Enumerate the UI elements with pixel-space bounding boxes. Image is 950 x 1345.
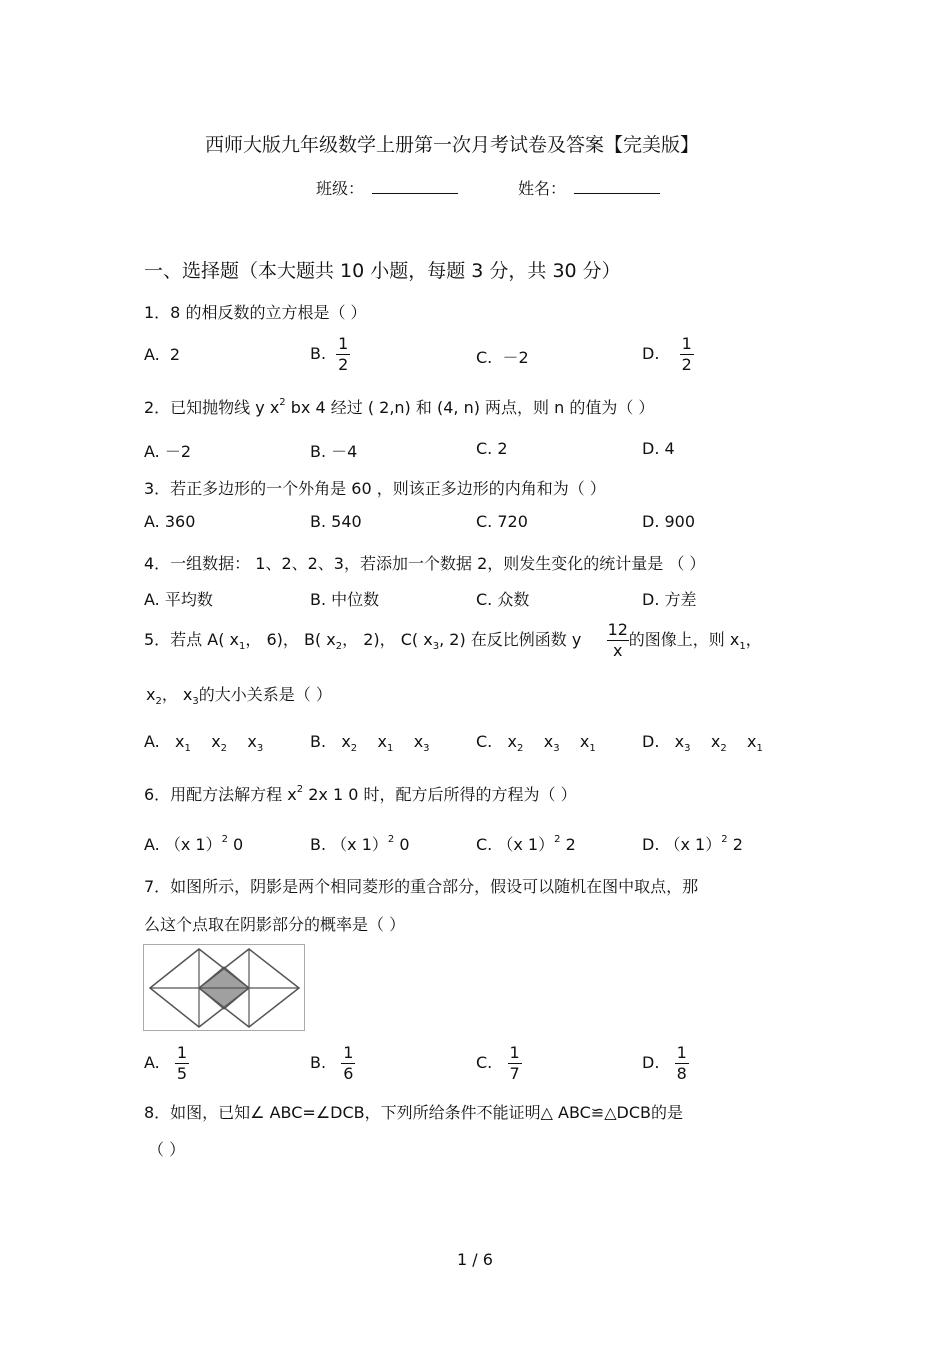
q4-option-b: B. 中位数: [310, 590, 380, 609]
q5-option-c: C. $x_2$ $x_3$ $x_1$: [476, 732, 596, 754]
q1-option-b: B. $\frac{1}{2}$: [310, 334, 349, 374]
question-1-stem: 1．8 的相反数的立方根是（ ）: [144, 303, 367, 322]
q5-option-d: D. $x_3$ $x_2$ $x_1$: [642, 732, 763, 754]
q7-option-c: C. $\frac{1}{7}$: [476, 1043, 520, 1083]
q6-option-c: C. （x 1）$^2$ 2: [476, 834, 576, 854]
page-number: 1 / 6: [457, 1250, 493, 1269]
q3-option-a: A. 360: [144, 512, 196, 531]
q2-option-c: C. 2: [476, 439, 508, 458]
question-8-stem-line2: （ ）: [148, 1140, 186, 1159]
fraction: $\frac{1}{8}$: [676, 1043, 687, 1083]
q6-option-b: B. （x 1）$^2$ 0: [310, 834, 410, 854]
fraction: $\frac{1}{2}$: [338, 334, 349, 374]
document-title: 西师大版九年级数学上册第一次月考试卷及答案【完美版】: [204, 134, 699, 156]
rhombus-figure: [143, 944, 305, 1031]
question-8-stem-line1: 8．如图，已知∠ ABC=∠DCB，下列所给条件不能证明△ ABC≌△DCB的是: [144, 1103, 684, 1122]
fraction: $\frac{1}{5}$: [176, 1043, 188, 1083]
fraction: $\frac{12}{x}$: [607, 620, 628, 660]
q6-option-d: D. （x 1）$^2$ 2: [642, 834, 743, 854]
fraction: $\frac{1}{7}$: [509, 1043, 520, 1083]
q1-option-c: C. －2: [476, 348, 529, 367]
question-3-stem: 3．若正多边形的一个外角是 60 ，则该正多边形的内角和为（ ）: [144, 479, 606, 498]
q5-option-b: B. $x_2$ $x_1$ $x_3$: [310, 732, 430, 754]
q3-option-c: C. 720: [476, 512, 528, 531]
name-blank: [574, 179, 660, 194]
q4-option-d: D. 方差: [642, 590, 697, 609]
question-4-stem: 4．一组数据： 1、2、2、3，若添加一个数据 2，则发生变化的统计量是 （ ）: [144, 554, 706, 573]
q1-option-a: A. 2: [144, 345, 181, 364]
question-2-stem: 2．已知抛物线 y $x^2$ bx 4 经过 ( 2,n) 和 (4, n) 两点，则 n 的值为（ ）: [144, 397, 655, 417]
question-5-stem: 5．若点 A( $x_1$， 6)， B( $x_2$， 2)， C( $x_3$, 2) 在反比例函数 y $\frac{12}{x}$ 的图像上，则 $x_1$，: [144, 620, 762, 660]
q4-option-c: C. 众数: [476, 590, 530, 609]
class-blank: [372, 179, 458, 194]
question-6-stem: 6．用配方法解方程 $x^2$ 2x 1 0 时，配方后所得的方程为（ ）: [144, 784, 577, 804]
fraction: $\frac{1}{2}$: [681, 334, 692, 374]
class-field: [316, 176, 458, 199]
q7-option-b: B. $\frac{1}{6}$: [310, 1043, 354, 1083]
name-label: 姓名：: [518, 179, 567, 198]
q3-option-d: D. 900: [642, 512, 696, 531]
q1-option-d: D. $\frac{1}{2}$: [642, 334, 692, 374]
q6-option-a: A. （x 1）$^2$ 0: [144, 834, 244, 854]
q5-option-a: A. $x_1$ $x_2$ $x_3$: [144, 732, 264, 754]
q4-option-a: A. 平均数: [144, 590, 213, 609]
fraction: $\frac{1}{6}$: [343, 1043, 354, 1083]
q3-option-b: B. 540: [310, 512, 362, 531]
question-5-stem-line2: $x_2$， $x_3$的大小关系是（ ）: [146, 685, 332, 707]
q2-option-d: D. 4: [642, 439, 675, 458]
section-heading: 一、选择题（本大题共 10 小题，每题 3 分，共 30 分）: [144, 260, 621, 282]
question-7-stem-line1: 7．如图所示，阴影是两个相同菱形的重合部分，假设可以随机在图中取点，那: [144, 877, 699, 896]
rhombus-diagram: [144, 945, 304, 1030]
class-label: 班级：: [316, 179, 365, 198]
q2-option-a: A. －2: [144, 442, 192, 461]
q2-option-b: B. －4: [310, 442, 358, 461]
name-field: [518, 176, 660, 199]
question-7-stem-line2: 么这个点取在阴影部分的概率是（ ）: [144, 915, 406, 934]
q7-option-d: D. $\frac{1}{8}$: [642, 1043, 687, 1083]
q7-option-a: A. $\frac{1}{5}$: [144, 1043, 188, 1083]
